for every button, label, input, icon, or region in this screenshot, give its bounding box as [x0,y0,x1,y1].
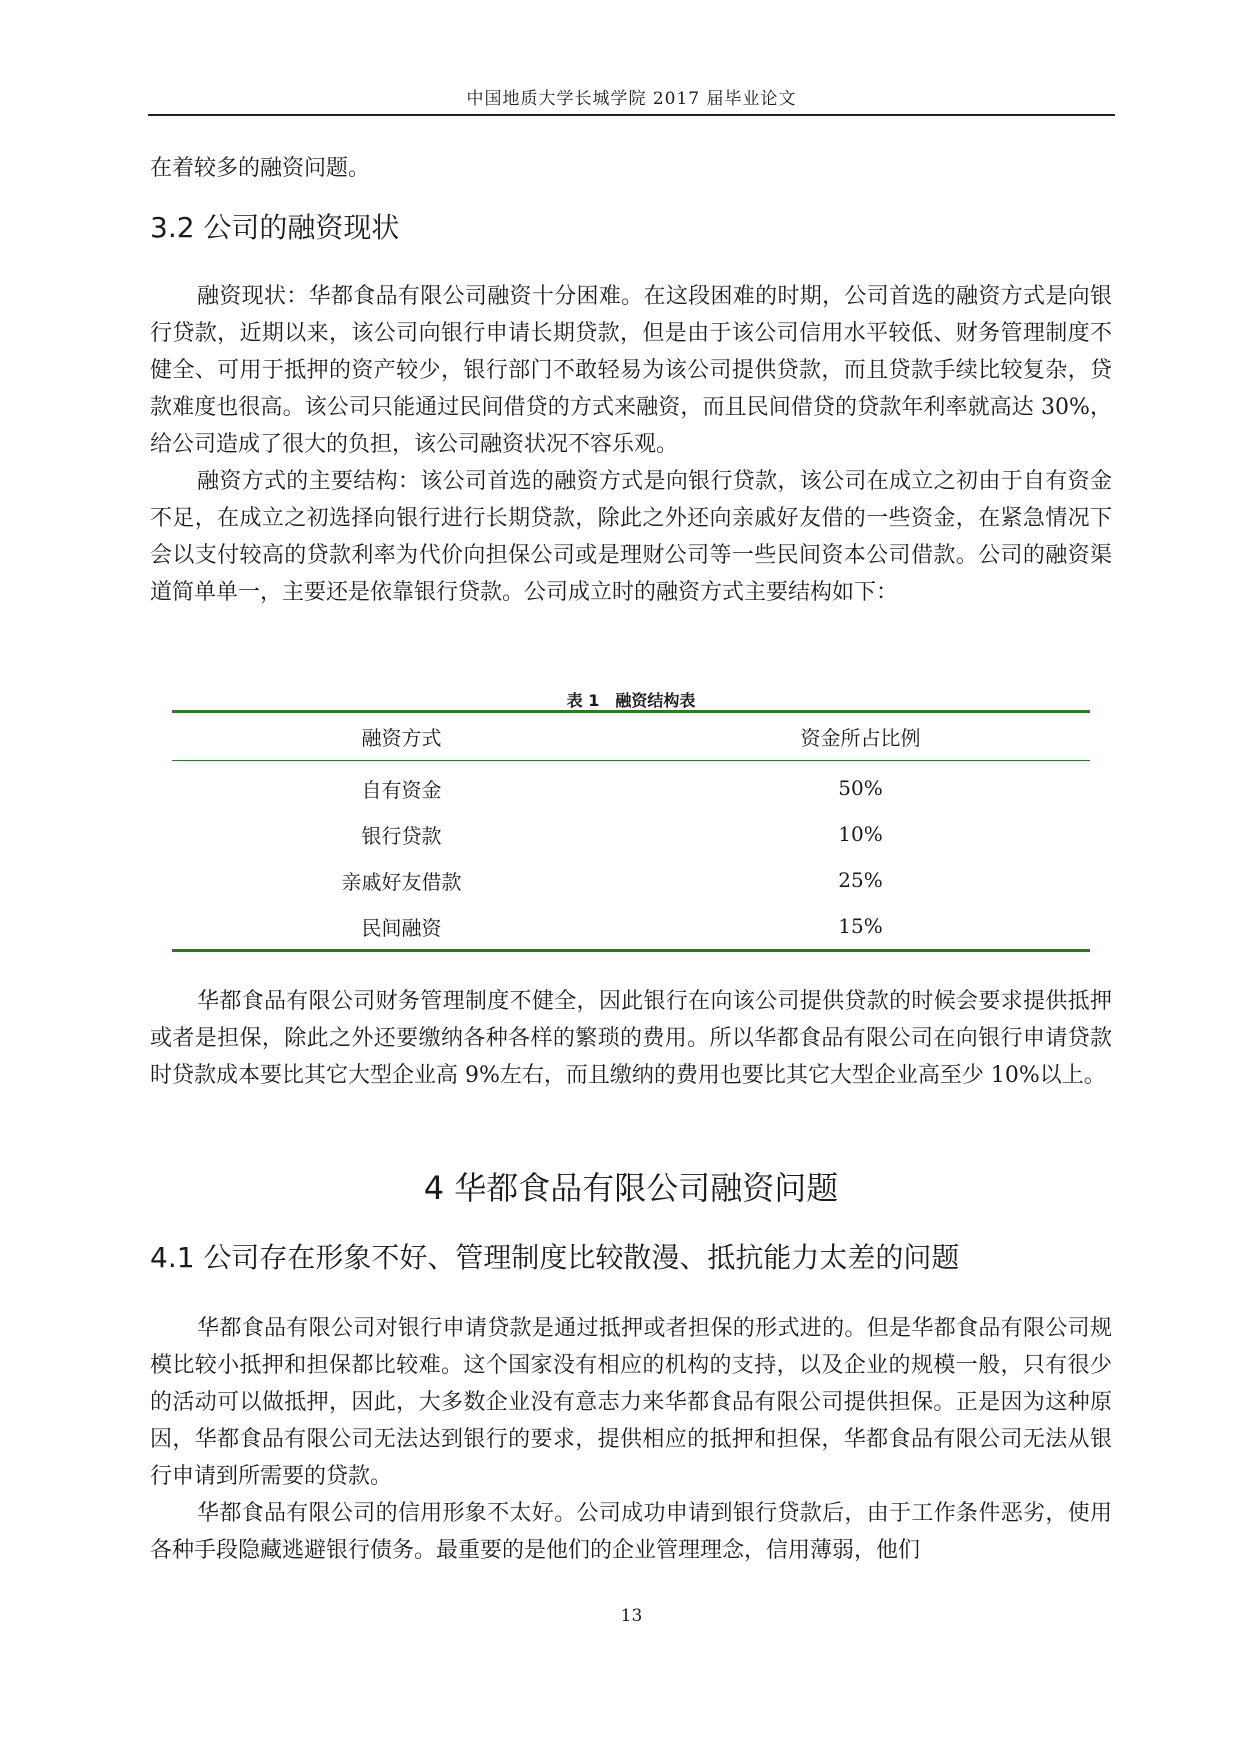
table-header-method: 融资方式 [172,712,631,761]
table-cell-method: 民间融资 [172,903,631,951]
table-caption [150,688,1112,711]
table-cell-method: 银行贷款 [361,823,442,848]
page-number: 13 [620,1606,643,1626]
paragraph-collateral: 华都食品有限公司对银行申请贷款是通过抵押或者担保的形式进的。但是华都食品有限公司规模比较小抵押和担保都比较难。这个国家没有相应的机构的支持，以及企业的规模一般，只有很少的活动可以做抵押，因此，大多数企业没有意志力来华都食品有限公司提供担保。正是因为这种原因，华都食品有限公司无法达到银行的要求，提供相应的抵押和担保，华都食品有限公司无法从银行申请到所需要的贷款。 [150,1316,1112,1489]
paragraph-bank-loan-cost: 华都食品有限公司财务管理制度不健全，因此银行在向该公司提供贷款的时候会要求提供抵押或者是担保，除此之外还要缴纳各种各样的繁琐的费用。所以华都食品有限公司在向银行申请贷款时贷款成本要比其它大型企业高 9%左右，而且缴纳的费用也要比其它大型企业高至少 10%以上。 [150,989,1112,1088]
table-row [172,761,1090,812]
table-cell-ratio: 15% [631,903,1090,951]
financing-structure-table [172,710,1090,952]
table-header-row [172,712,1090,761]
header-rule [148,114,1115,116]
table-header-ratio: 资金所占比例 [631,712,1090,761]
table-title: 融资结构表 [615,691,696,710]
paragraph-credit-image: 华都食品有限公司的信用形象不太好。公司成功申请到银行贷款后，由于工作条件恶劣，使用各种手段隐藏逃避银行债务。最重要的是他们的企业管理理念，信用薄弱，他们 [150,1501,1112,1563]
table-cell-method: 亲戚好友借款 [341,869,462,894]
table-cell-ratio: 25% [838,868,883,892]
table-cell-ratio: 10% [838,822,883,846]
paragraph-continuation: 在着较多的融资问题。 [150,156,371,181]
running-header: 中国地质大学长城学院 2017 届毕业论文 [466,89,797,109]
section-heading-3-2: 3.2 公司的融资现状 [150,211,400,244]
chapter-heading-4: 4 华都食品有限公司融资问题 [423,1169,839,1207]
table-number: 表 1 [566,691,600,710]
table-row [172,903,1090,951]
paragraph-financing-structure: 融资方式的主要结构：该公司首选的融资方式是向银行贷款，该公司在成立之初由于自有资金不足，在成立之初选择向银行进行长期贷款，除此之外还向亲戚好友借的一些资金，在紧急情况下会以支付较高的贷款利率为代价向担保公司或是理财公司等一些民间资本公司借款。公司的融资渠道简单单一，主要还是依靠银行贷款。公司成立时的融资方式主要结构如下： [150,469,1112,605]
table-cell-method: 自有资金 [361,777,442,802]
section-heading-4-1: 4.1 公司存在形象不好、管理制度比较散漫、抵抗能力太差的问题 [150,1241,960,1274]
table-row [172,857,1090,903]
paragraph-financing-status: 融资现状：华都食品有限公司融资十分困难。在这段困难的时期，公司首选的融资方式是向银行贷款，近期以来，该公司向银行申请长期贷款，但是由于该公司信用水平较低、财务管理制度不健全、可用于抵押的资产较少，银行部门不敢轻易为该公司提供贷款，而且贷款手续比较复杂，贷款难度也很高。该公司只能通过民间借贷的方式来融资，而且民间借贷的贷款年利率就高达 30%，给公司造成了很大的负担，该公司融资状况不容乐观。 [150,284,1112,457]
table-cell-ratio: 50% [838,776,883,800]
table-row [172,811,1090,857]
